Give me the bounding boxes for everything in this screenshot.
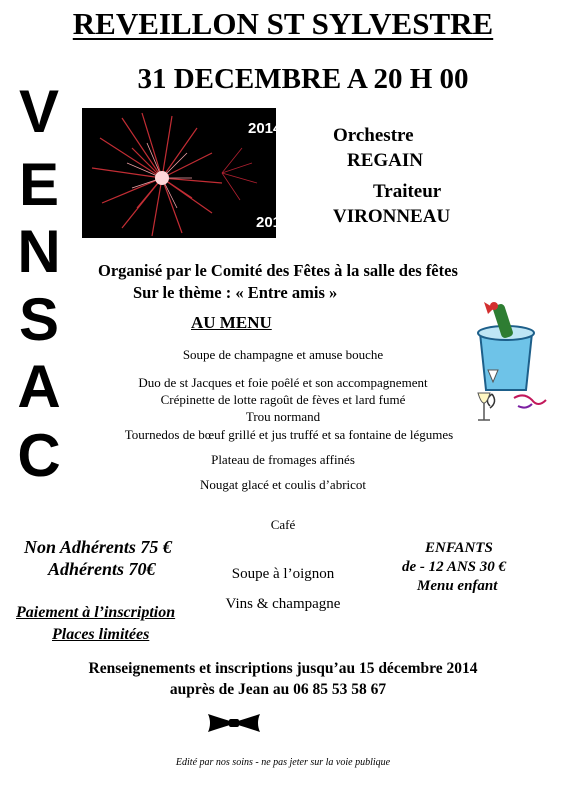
info-line: Renseignements et inscriptions jusqu’au 15 décembre 2014 <box>88 660 478 677</box>
side-letter-n: N <box>17 218 61 285</box>
limited-seats: Places limitées <box>52 626 150 643</box>
organizer-text <box>98 260 458 304</box>
side-letter-e: E <box>18 151 60 218</box>
menu-item: Nougat glacé et coulis d’abricot <box>199 477 367 492</box>
fireworks-image <box>82 108 290 238</box>
orchestra-label: Orchestre <box>333 125 414 146</box>
price-non-members: Non Adhérents 75 € <box>24 537 172 557</box>
children-menu: Menu enfant <box>417 578 498 594</box>
caterer-label: Traiteur <box>373 181 442 202</box>
menu-item: Soupe à l’oignon <box>231 566 335 582</box>
children-title: ENFANTS <box>425 540 493 556</box>
menu-item: Soupe de champagne et amuse bouche <box>182 347 384 362</box>
organizer-line: Organisé par le Comité des Fêtes à la salle des fêtes <box>98 261 458 280</box>
side-letter-v: V <box>18 78 60 145</box>
side-letter-s: S <box>18 286 60 353</box>
bow-tie-icon <box>206 712 262 734</box>
menu-item: Trou normand <box>245 409 321 424</box>
fireworks-burst <box>82 108 276 238</box>
price-members: Adhérents 70€ <box>48 559 156 579</box>
payment-note: Paiement à l’inscription <box>16 604 176 621</box>
orchestra-name: REGAIN <box>347 150 424 171</box>
children-price: de - 12 ANS 30 € <box>402 559 507 575</box>
poster-title: REVEILLON ST SYLVESTRE <box>72 6 494 41</box>
year-2014: 2014 <box>248 120 282 137</box>
menu-title: AU MENU <box>191 313 272 332</box>
menu-item: Vins & champagne <box>225 596 341 612</box>
footer-note: Edité par nos soins - ne pas jeter sur la voie publique <box>175 757 391 768</box>
menu-item: Tournedos de bœuf grillé et jus truffé et sa fontaine de légumes <box>124 427 454 442</box>
side-letter-c: C <box>17 422 61 489</box>
menu-item: Café <box>270 517 296 532</box>
year-2015: 2015 <box>256 214 290 231</box>
theme-line: Sur le thème : « Entre amis » <box>133 283 338 302</box>
contact-line: auprès de Jean au 06 85 53 58 67 <box>169 681 387 698</box>
menu-item: Plateau de fromages affinés <box>211 452 355 467</box>
menu-item: Duo de st Jacques et foie poêlé et son accompagnement <box>138 375 428 390</box>
menu-item: Crépinette de lotte ragoût de fèves et lard fumé <box>160 392 406 407</box>
caterer-name: VIRONNEAU <box>333 206 451 227</box>
side-letter-a: A <box>17 353 61 420</box>
event-date: 31 DECEMBRE A 20 H 00 <box>137 63 469 95</box>
